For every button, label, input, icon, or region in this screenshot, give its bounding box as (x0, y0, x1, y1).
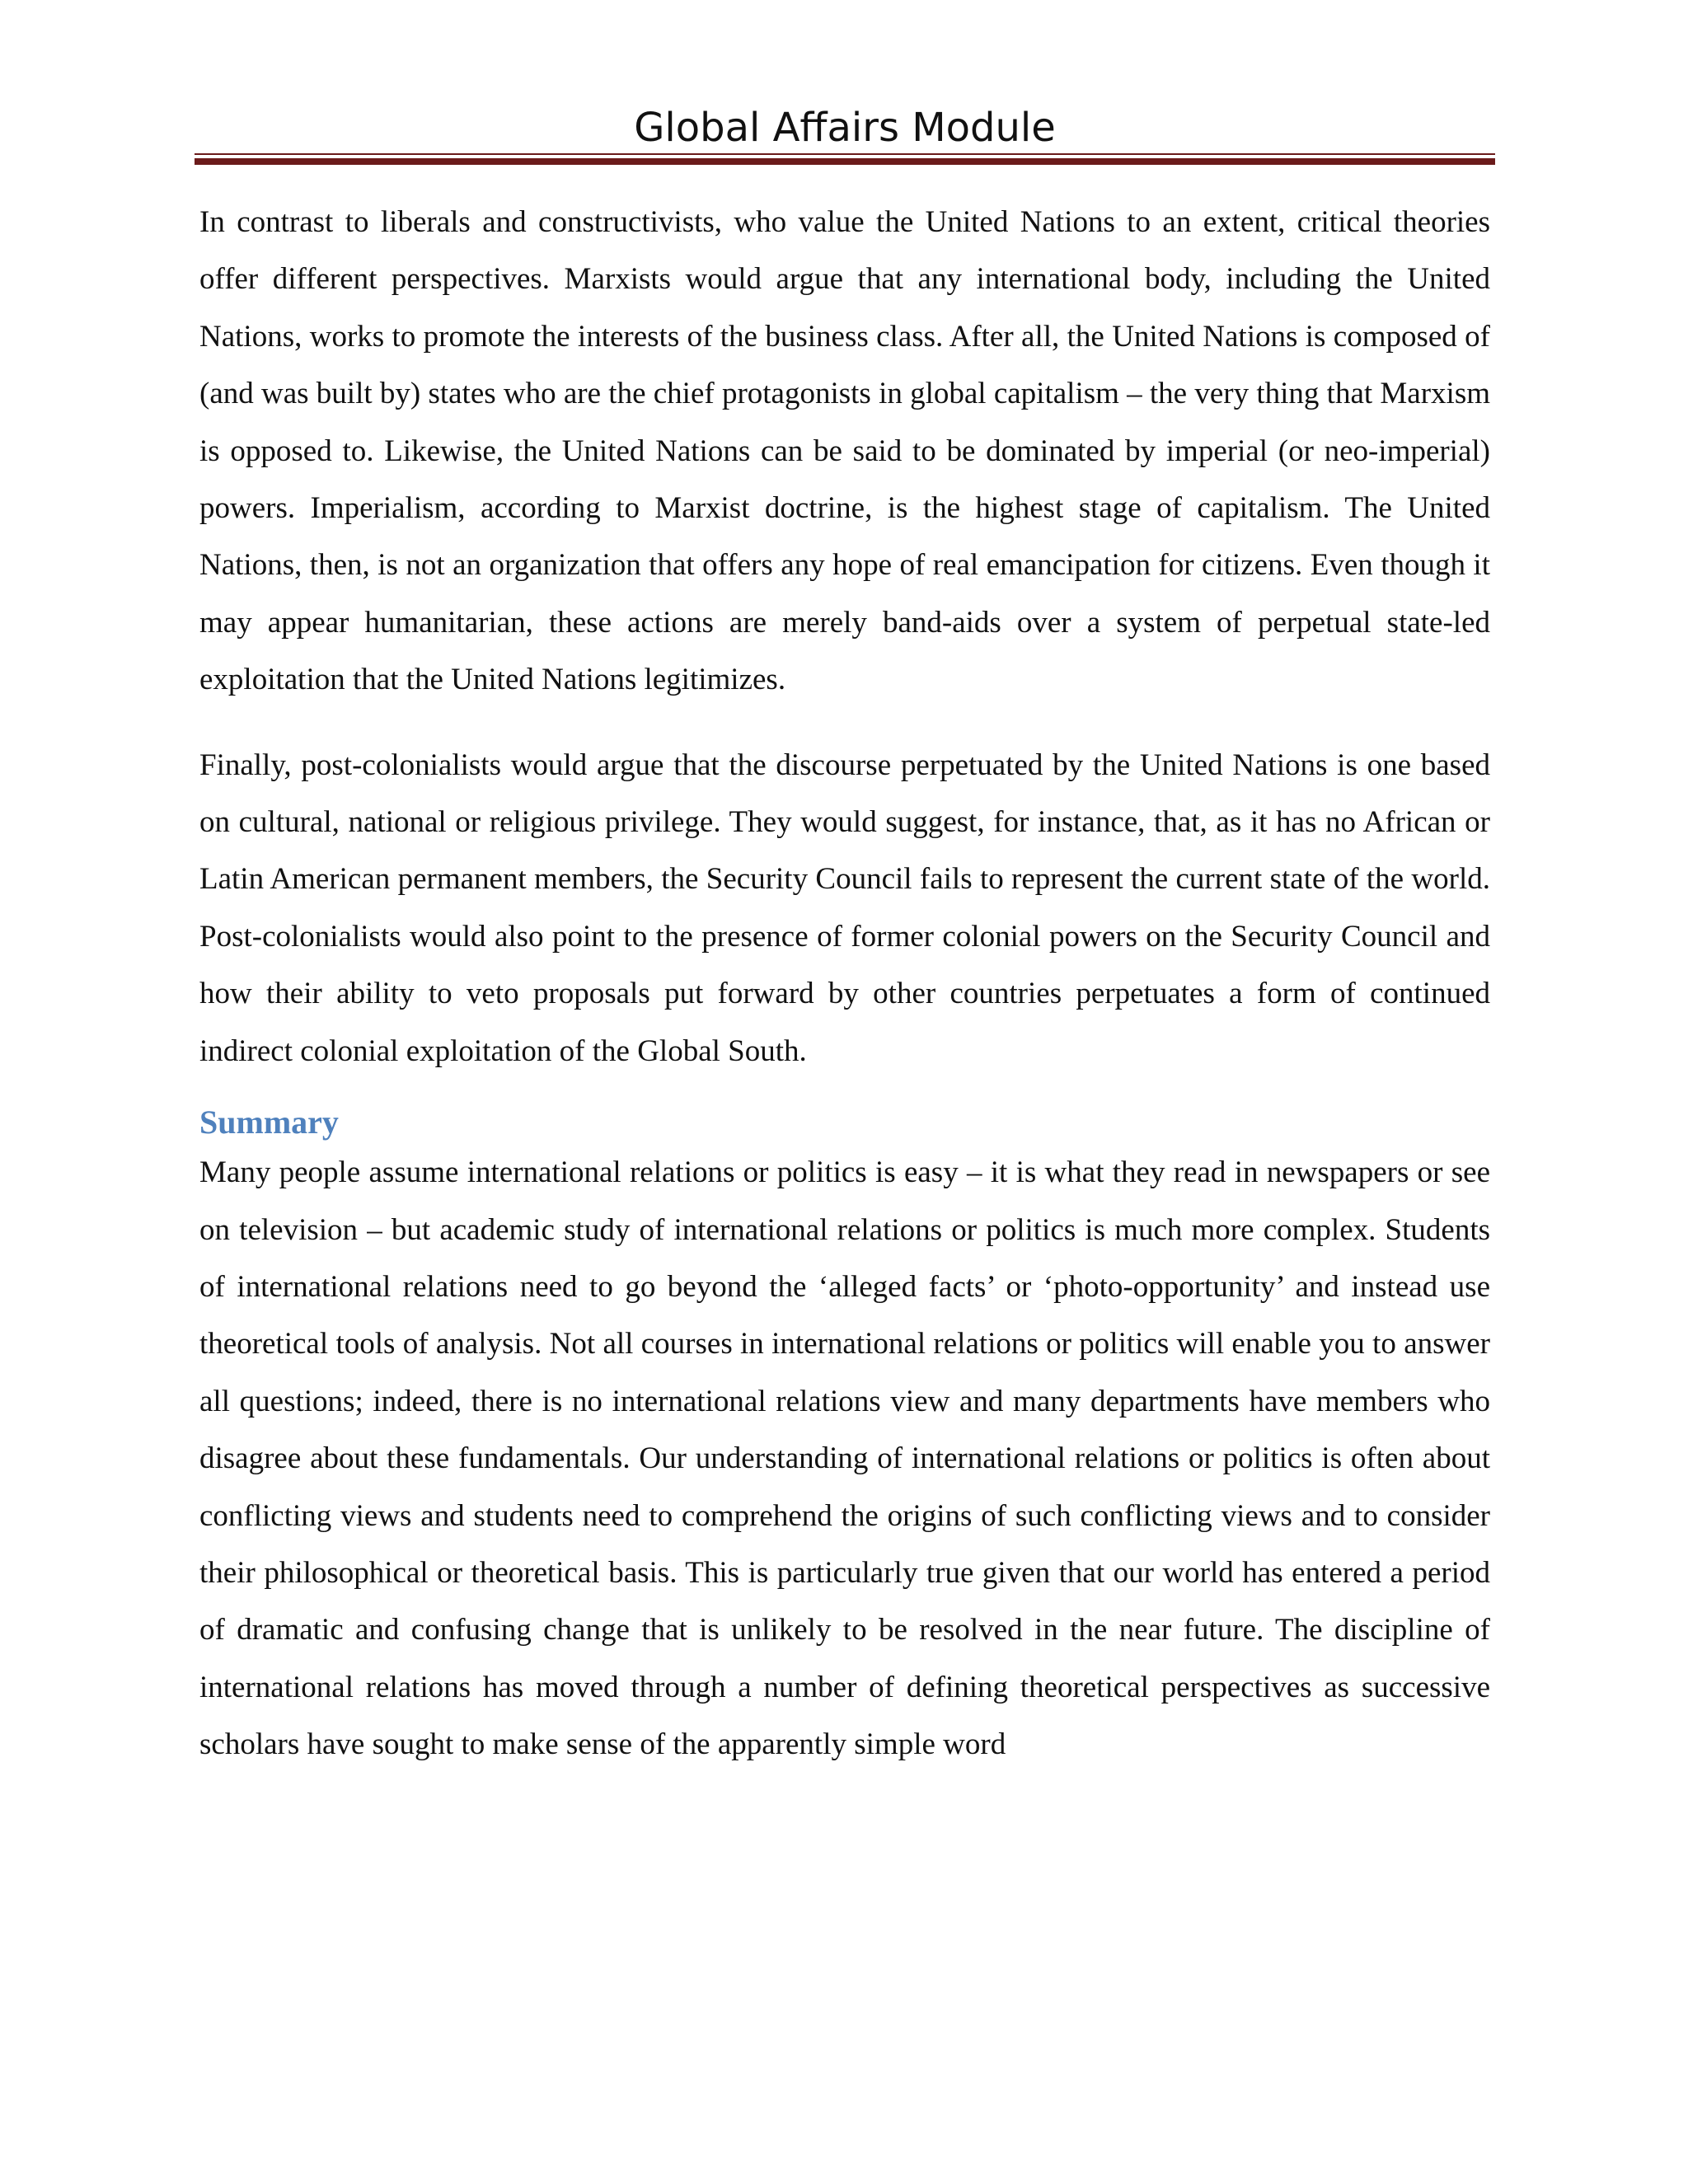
page-header-title: Global Affairs Module (634, 105, 1056, 151)
paragraph-post-colonialists: Finally, post-colonialists would argue that the discourse perpetuated by the United Nations is one based on cultural, national or religious privilege. They would suggest, for instance, that, as it has no African or Latin American permanent members, the Security Council fails to represent the current state of the world. Post-colonialists would also point to the presence of former colonial powers on the Security Council and how their ability to veto proposals put forward by other countries perpetuates a form of continued indirect colonial exploitation of the Global South. (199, 748, 1490, 1068)
paragraph-critical-theories: In contrast to liberals and constructivists, who value the United Nations to an extent, critical theories offer different perspectives. Marxists would argue that any international body, including the United Nations, works to promote the interests of the business class. After all, the United Nations is composed of (and was built by) states who are the chief protagonists in global capitalism – the very thing that Marxism is opposed to. Likewise, the United Nations can be said to be dominated by imperial (or neo-imperial) powers. Imperialism, according to Marxist doctrine, is the highest stage of capitalism. The United Nations, then, is not an organization that offers any hope of real emancipation for citizens. Even though it may appear humanitarian, these actions are merely band-aids over a system of perpetual state-led exploitation that the United Nations legitimizes. (199, 205, 1490, 697)
paragraph-summary: Many people assume international relations or politics is easy – it is what they read in newspapers or see on television – but academic study of international relations or politics is much more complex. Students of international relations need to go beyond the ‘alleged facts’ or ‘photo-opportunity’ and instead use theoretical tools of analysis. Not all courses in international relations or politics will enable you to answer all questions; indeed, there is no international relations view and many departments have members who disagree about these fundamentals. Our understanding of international relations or politics is often about conflicting views and students need to comprehend the origins of such conflicting views and to consider their philosophical or theoretical basis. This is particularly true given that our world has entered a period of dramatic and confusing change that is unlikely to be resolved in the near future. The discipline of international relations has moved through a number of defining theoretical perspectives as successive scholars have sought to make sense of the apparently simple word (199, 1155, 1490, 1762)
header-rule-thick (195, 158, 1495, 165)
document-body (199, 194, 1490, 1774)
header-rule-thin (195, 153, 1495, 155)
summary-heading: Summary (199, 1104, 339, 1141)
